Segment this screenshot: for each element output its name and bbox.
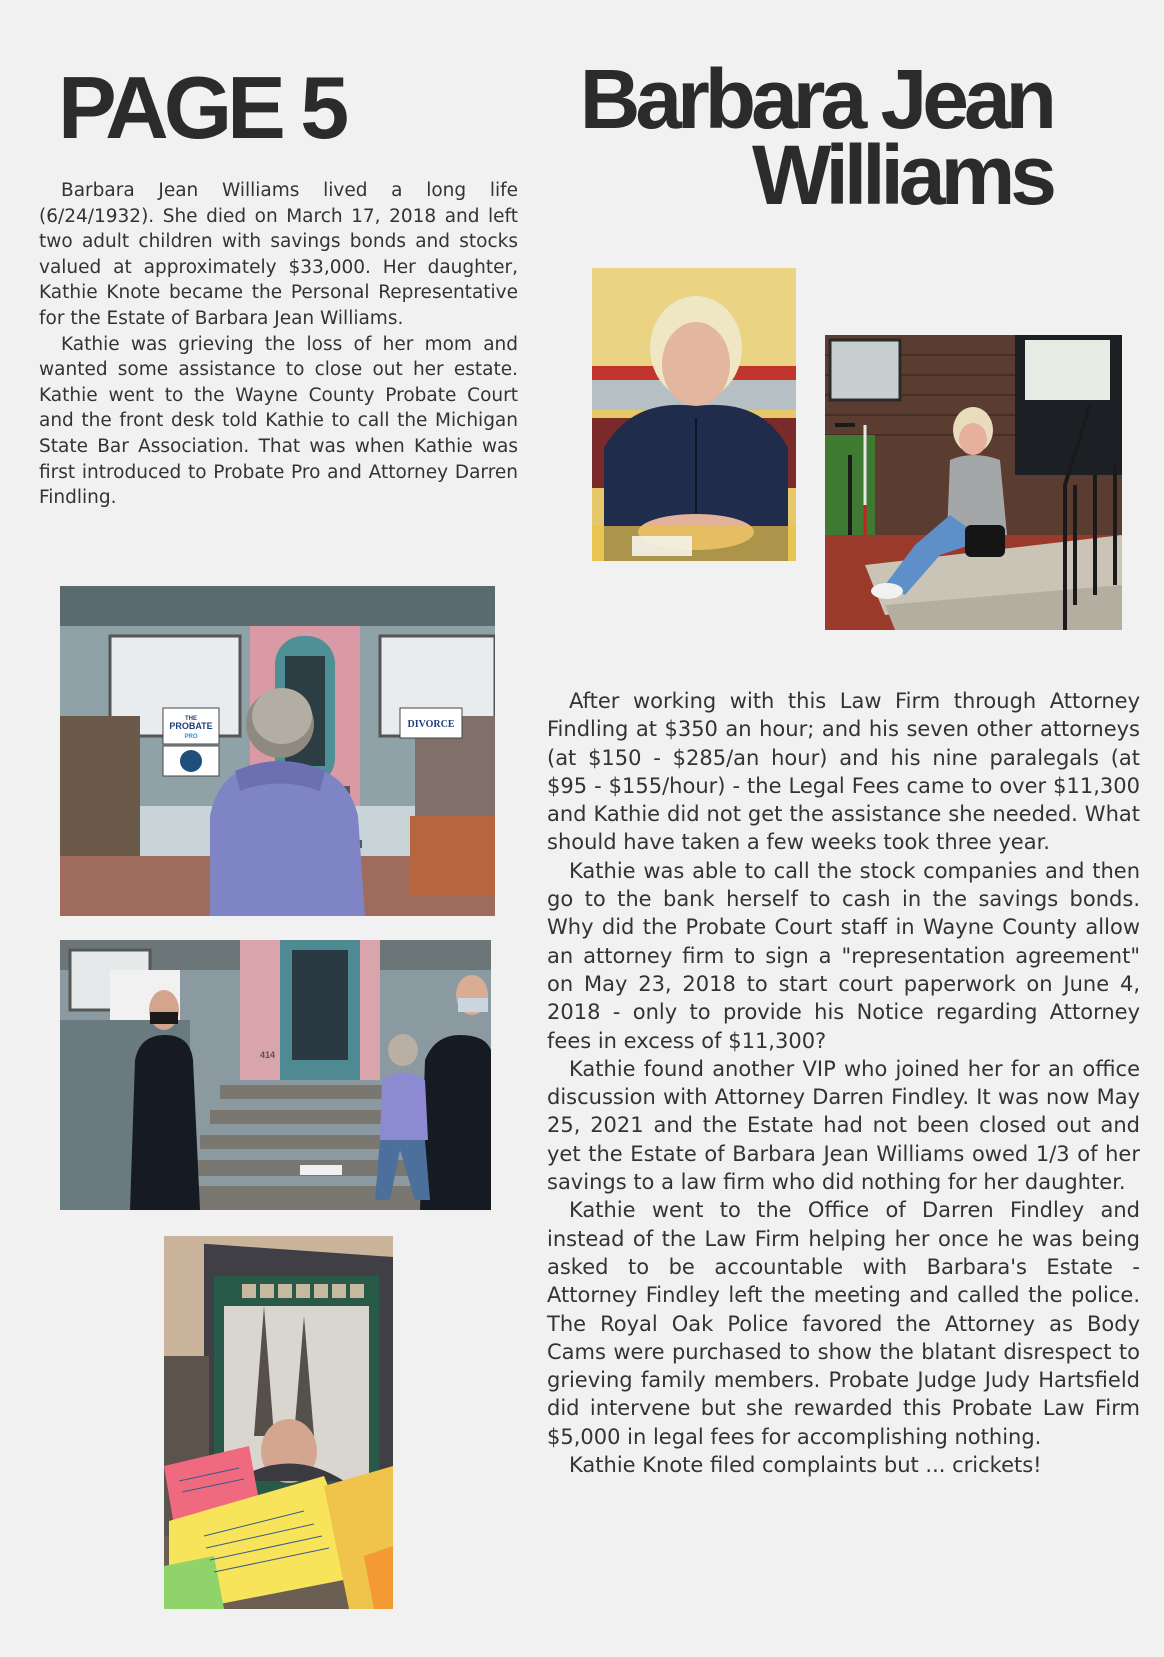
page-title <box>492 52 1052 222</box>
right-article-column <box>547 687 1140 1479</box>
paragraph: Kathie Knote filed complaints but ... crickets! <box>569 1453 1042 1478</box>
left-article-column <box>39 178 518 511</box>
portrait-photo <box>592 268 796 561</box>
divorce-sign-text: DIVORCE <box>407 719 455 730</box>
house-front-photo <box>60 586 495 916</box>
paragraph: Kathie was grieving the loss of her mom and wanted some assistance to close out her estate. Kathie went to the Wayne County Probate Court and the front desk told Kathie to call the Michigan State Bar Association. That was when Kathie was first introduced to Probate Pro and Attorney Darren Findling. <box>39 333 518 509</box>
title-line-1: Barbara Jean <box>579 52 1052 146</box>
steps-photo <box>825 335 1122 630</box>
police-scene-photo <box>60 940 491 1210</box>
paragraph: Kathie was able to call the stock companies and then go to the bank herself to cash in the savings bonds. Why did the Probate Court staff in Wayne County allow an attorney firm to sign a "representation agreement" on May 23, 2018 to start court paperwork on June 4, 2018 - only to provide his Notice regarding Attorney fees in excess of $11,300? <box>547 858 1140 1053</box>
title-line-2: Williams <box>751 127 1052 222</box>
probate-sign-text: PROBATE <box>169 721 213 731</box>
probate-sign-sub: PRO <box>184 734 198 740</box>
page-number-heading: PAGE 5 <box>58 58 345 157</box>
paragraph: Barbara Jean Williams lived a long life (6/24/1932). She died on March 17, 2018 and left two adult children with savings bonds and stocks valued at approximately $33,000. Her daughter, Kathie Knote became the Personal Representative for the Estate of Barbara Jean Williams. <box>39 180 518 329</box>
video-call-photo <box>164 1236 393 1609</box>
house-number: 414 <box>260 1050 276 1060</box>
paragraph: Kathie went to the Office of Darren Findley and instead of the Law Firm helping her once he was being asked to be accountable with Barbara's Estate - Attorney Findley left the meeting and called the police. The Royal Oak Police favored the Attorney as Body Cams were purchased to show the blatant disrespect to grieving family members. Probate Judge Judy Hartsfield did intervene but she rewarded this Probate Law Firm $5,000 in legal fees for accomplishing nothing. <box>547 1198 1140 1449</box>
paragraph: Kathie found another VIP who joined her for an office discussion with Attorney Darren Findley. It was now May 25, 2021 and the Estate had not been closed out and yet the Estate of Barbara Jean Williams owed 1/3 of her savings to a law firm who did nothing for her daughter. <box>547 1056 1140 1195</box>
probate-sign-small: THE <box>185 716 197 722</box>
paragraph: After working with this Law Firm through Attorney Findling at $350 an hour; and his seven other attorneys (at $150 - $285/an hour) and his nine paralegals (at $95 - $155/hour) - the Legal Fees came to over $11,300 and Kathie did not get the assistance she needed. What should have taken a few weeks took three year. <box>547 689 1140 855</box>
